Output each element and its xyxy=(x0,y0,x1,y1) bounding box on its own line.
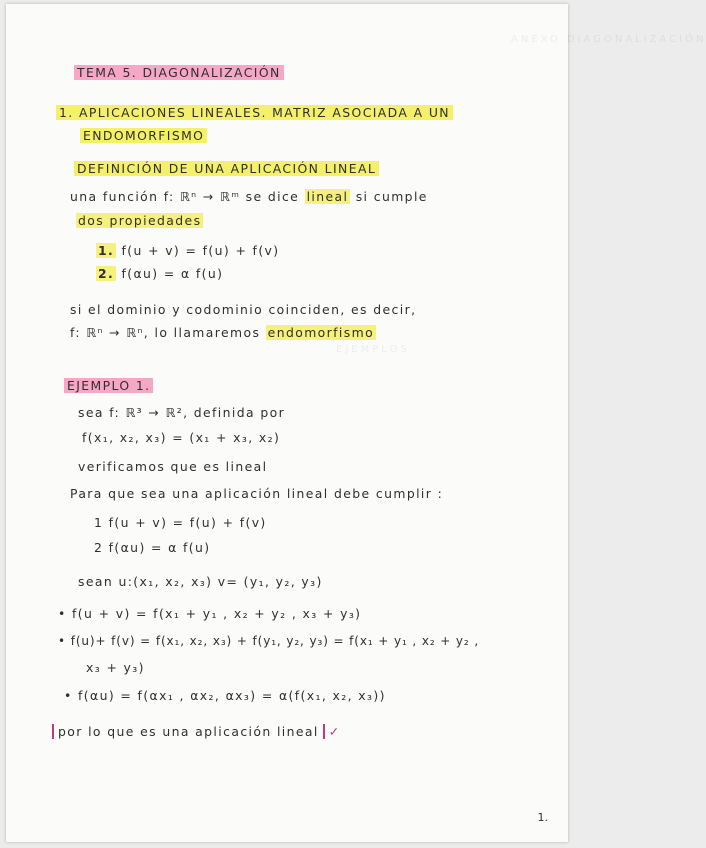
endo-line2: f: ℝⁿ → ℝⁿ, lo llamaremos endomorfismo xyxy=(70,325,375,340)
check-mark-icon: ✓ xyxy=(328,724,341,739)
example-condition-1: 1 f(u + v) = f(u) + f(v) xyxy=(94,515,267,530)
example-condition-2: 2 f(αu) = α f(u) xyxy=(94,540,211,555)
property-1: 1. f(u + v) = f(u) + f(v) xyxy=(98,243,280,258)
page-number: 1. xyxy=(537,811,548,824)
example-bullet-1: • f(u + v) = f(x₁ + y₁ , x₂ + y₂ , x₃ + y₃) xyxy=(58,606,362,621)
endo-line1: si el dominio y codominio coinciden, es decir, xyxy=(70,302,417,317)
notebook-page xyxy=(6,4,706,842)
bleed-through-text: EJEMPLOS xyxy=(336,344,410,355)
example-bullet-2: • f(u)+ f(v) = f(x₁, x₂, x₃) + f(y₁, y₂, y₃) = f(x₁ + y₁ , x₂ + y₂ , xyxy=(58,634,480,648)
example-heading: EJEMPLO 1. xyxy=(64,378,153,393)
property-2: 2. f(αu) = α f(u) xyxy=(98,266,224,281)
definition-line1: una función f: ℝⁿ → ℝᵐ se dice lineal si cumple xyxy=(70,189,428,204)
example-bullet-3: • f(αu) = f(αx₁ , αx₂, αx₃) = α(f(x₁, x₂, x₃)) xyxy=(64,688,386,703)
page-title: TEMA 5. DIAGONALIZACIÓN xyxy=(74,65,284,80)
example-conclusion: por lo que es una aplicación lineal ✓ xyxy=(52,724,341,739)
bleed-through-text: ANEXO DIAGONALIZACIÓN xyxy=(511,34,706,45)
example-line2: f(x₁, x₂, x₃) = (x₁ + x₃, x₂) xyxy=(82,430,281,445)
example-bullet-2-continuation: x₃ + y₃) xyxy=(86,660,145,675)
definition-line2: dos propiedades xyxy=(78,213,202,228)
example-line3: verificamos que es lineal xyxy=(78,459,268,474)
example-line1: sea f: ℝ³ → ℝ², definida por xyxy=(78,405,286,420)
section-heading-line1: 1. APLICACIONES LINEALES. MATRIZ ASOCIADA A UN xyxy=(56,105,453,120)
highlight-lineal: lineal xyxy=(306,189,349,204)
example-sean: sean u:(x₁, x₂, x₃) v= (y₁, y₂, y₃) xyxy=(78,574,323,589)
example-line4: Para que sea una aplicación lineal debe cumplir : xyxy=(70,486,444,501)
highlight-endomorfismo: endomorfismo xyxy=(267,325,375,340)
definition-heading: DEFINICIÓN DE UNA APLICACIÓN LINEAL xyxy=(74,161,379,176)
section-heading-line2: ENDOMORFISMO xyxy=(80,128,207,143)
